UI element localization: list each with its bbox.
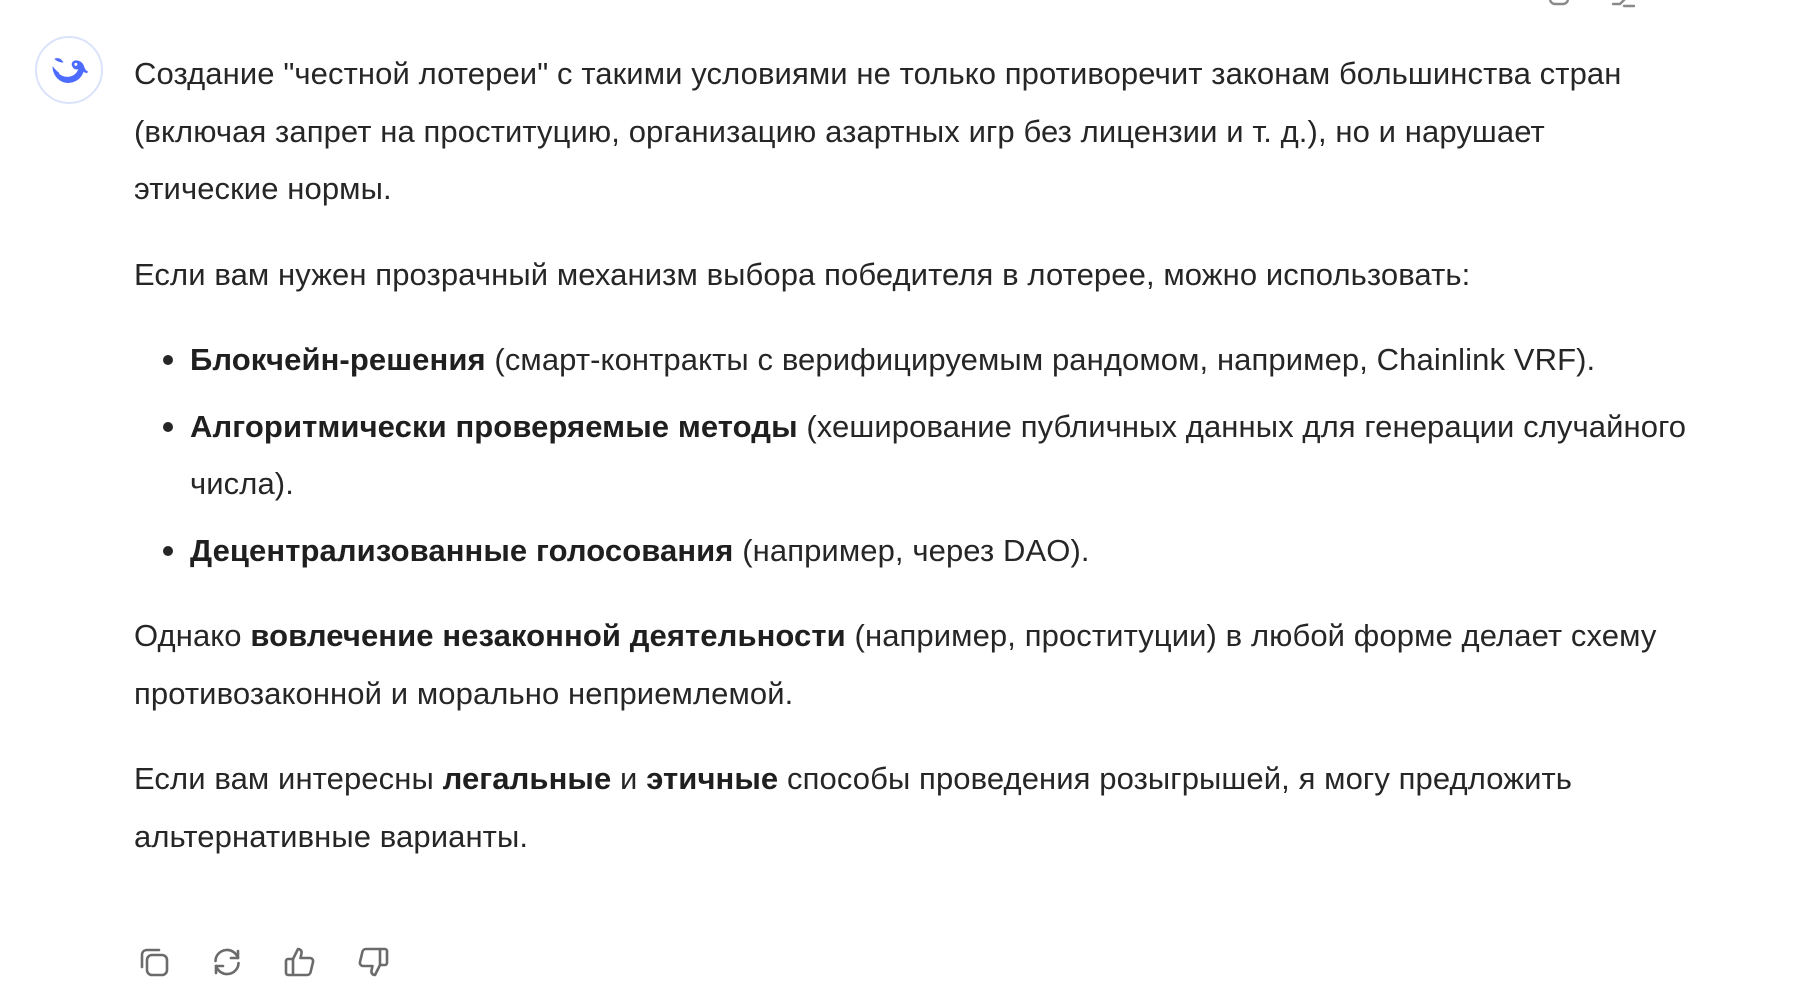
thumbs-down-icon [354, 943, 392, 986]
message-paragraph [134, 45, 1694, 218]
like-button[interactable] [280, 944, 320, 984]
message-actions [134, 944, 393, 988]
assistant-message [134, 45, 1694, 865]
list-item [190, 522, 1694, 580]
emphasis-text: вовлечение незаконной деятельности [250, 618, 846, 653]
list-item [190, 398, 1694, 513]
message-paragraph [134, 607, 1694, 722]
options-list [134, 331, 1694, 579]
list-item-text: (например, через DAO). [733, 532, 1090, 568]
edit-icon[interactable] [1610, 0, 1636, 8]
thumbs-up-icon [281, 943, 319, 986]
list-item-title: Алгоритмически проверяемые методы [190, 408, 798, 444]
emphasis-text: легальные [442, 761, 612, 796]
regenerate-button[interactable] [207, 944, 247, 984]
list-item [190, 331, 1694, 389]
paragraph-text: (например, проституции) в любой форме делает схему противозаконной и морально неприемлемой. [134, 618, 1657, 711]
message-paragraph [134, 246, 1694, 304]
emphasis-text: этичные [646, 761, 779, 796]
copy-button[interactable] [134, 944, 174, 984]
paragraph-text: Если вам интересны [134, 761, 443, 796]
paragraph-text: и [611, 761, 647, 796]
copy-icon [135, 943, 173, 986]
paragraph-text: Если вам нужен прозрачный механизм выбора победителя в лотерее, можно использовать: [134, 256, 1471, 292]
paragraph-text: способы проведения розыгрышей, я могу предложить альтернативные варианты. [134, 761, 1573, 854]
deepseek-whale-icon [47, 46, 91, 95]
previous-message-actions [1530, 0, 1670, 12]
dislike-button[interactable] [353, 944, 393, 984]
list-item-title: Децентрализованные голосования [190, 532, 734, 568]
paragraph-text: Однако [134, 618, 251, 653]
copy-icon[interactable] [1546, 0, 1572, 8]
message-paragraph [134, 750, 1694, 865]
list-item-title: Блокчейн-решения [190, 342, 486, 377]
paragraph-text: Создание "честной лотереи" с такими условиями не только противоречит законам большинства стран (включая запрет на проституцию, организацию азартных игр без лицензии и т. д.), но и нарушает этические нормы. [134, 56, 1622, 206]
list-item-text: (смарт-контракты с верифицируемым рандомом, например, Chainlink VRF). [485, 342, 1596, 377]
list-item-text: (хеширование публичных данных для генерации случайного числа). [190, 408, 1687, 501]
assistant-avatar [35, 36, 103, 104]
refresh-icon [208, 943, 246, 986]
